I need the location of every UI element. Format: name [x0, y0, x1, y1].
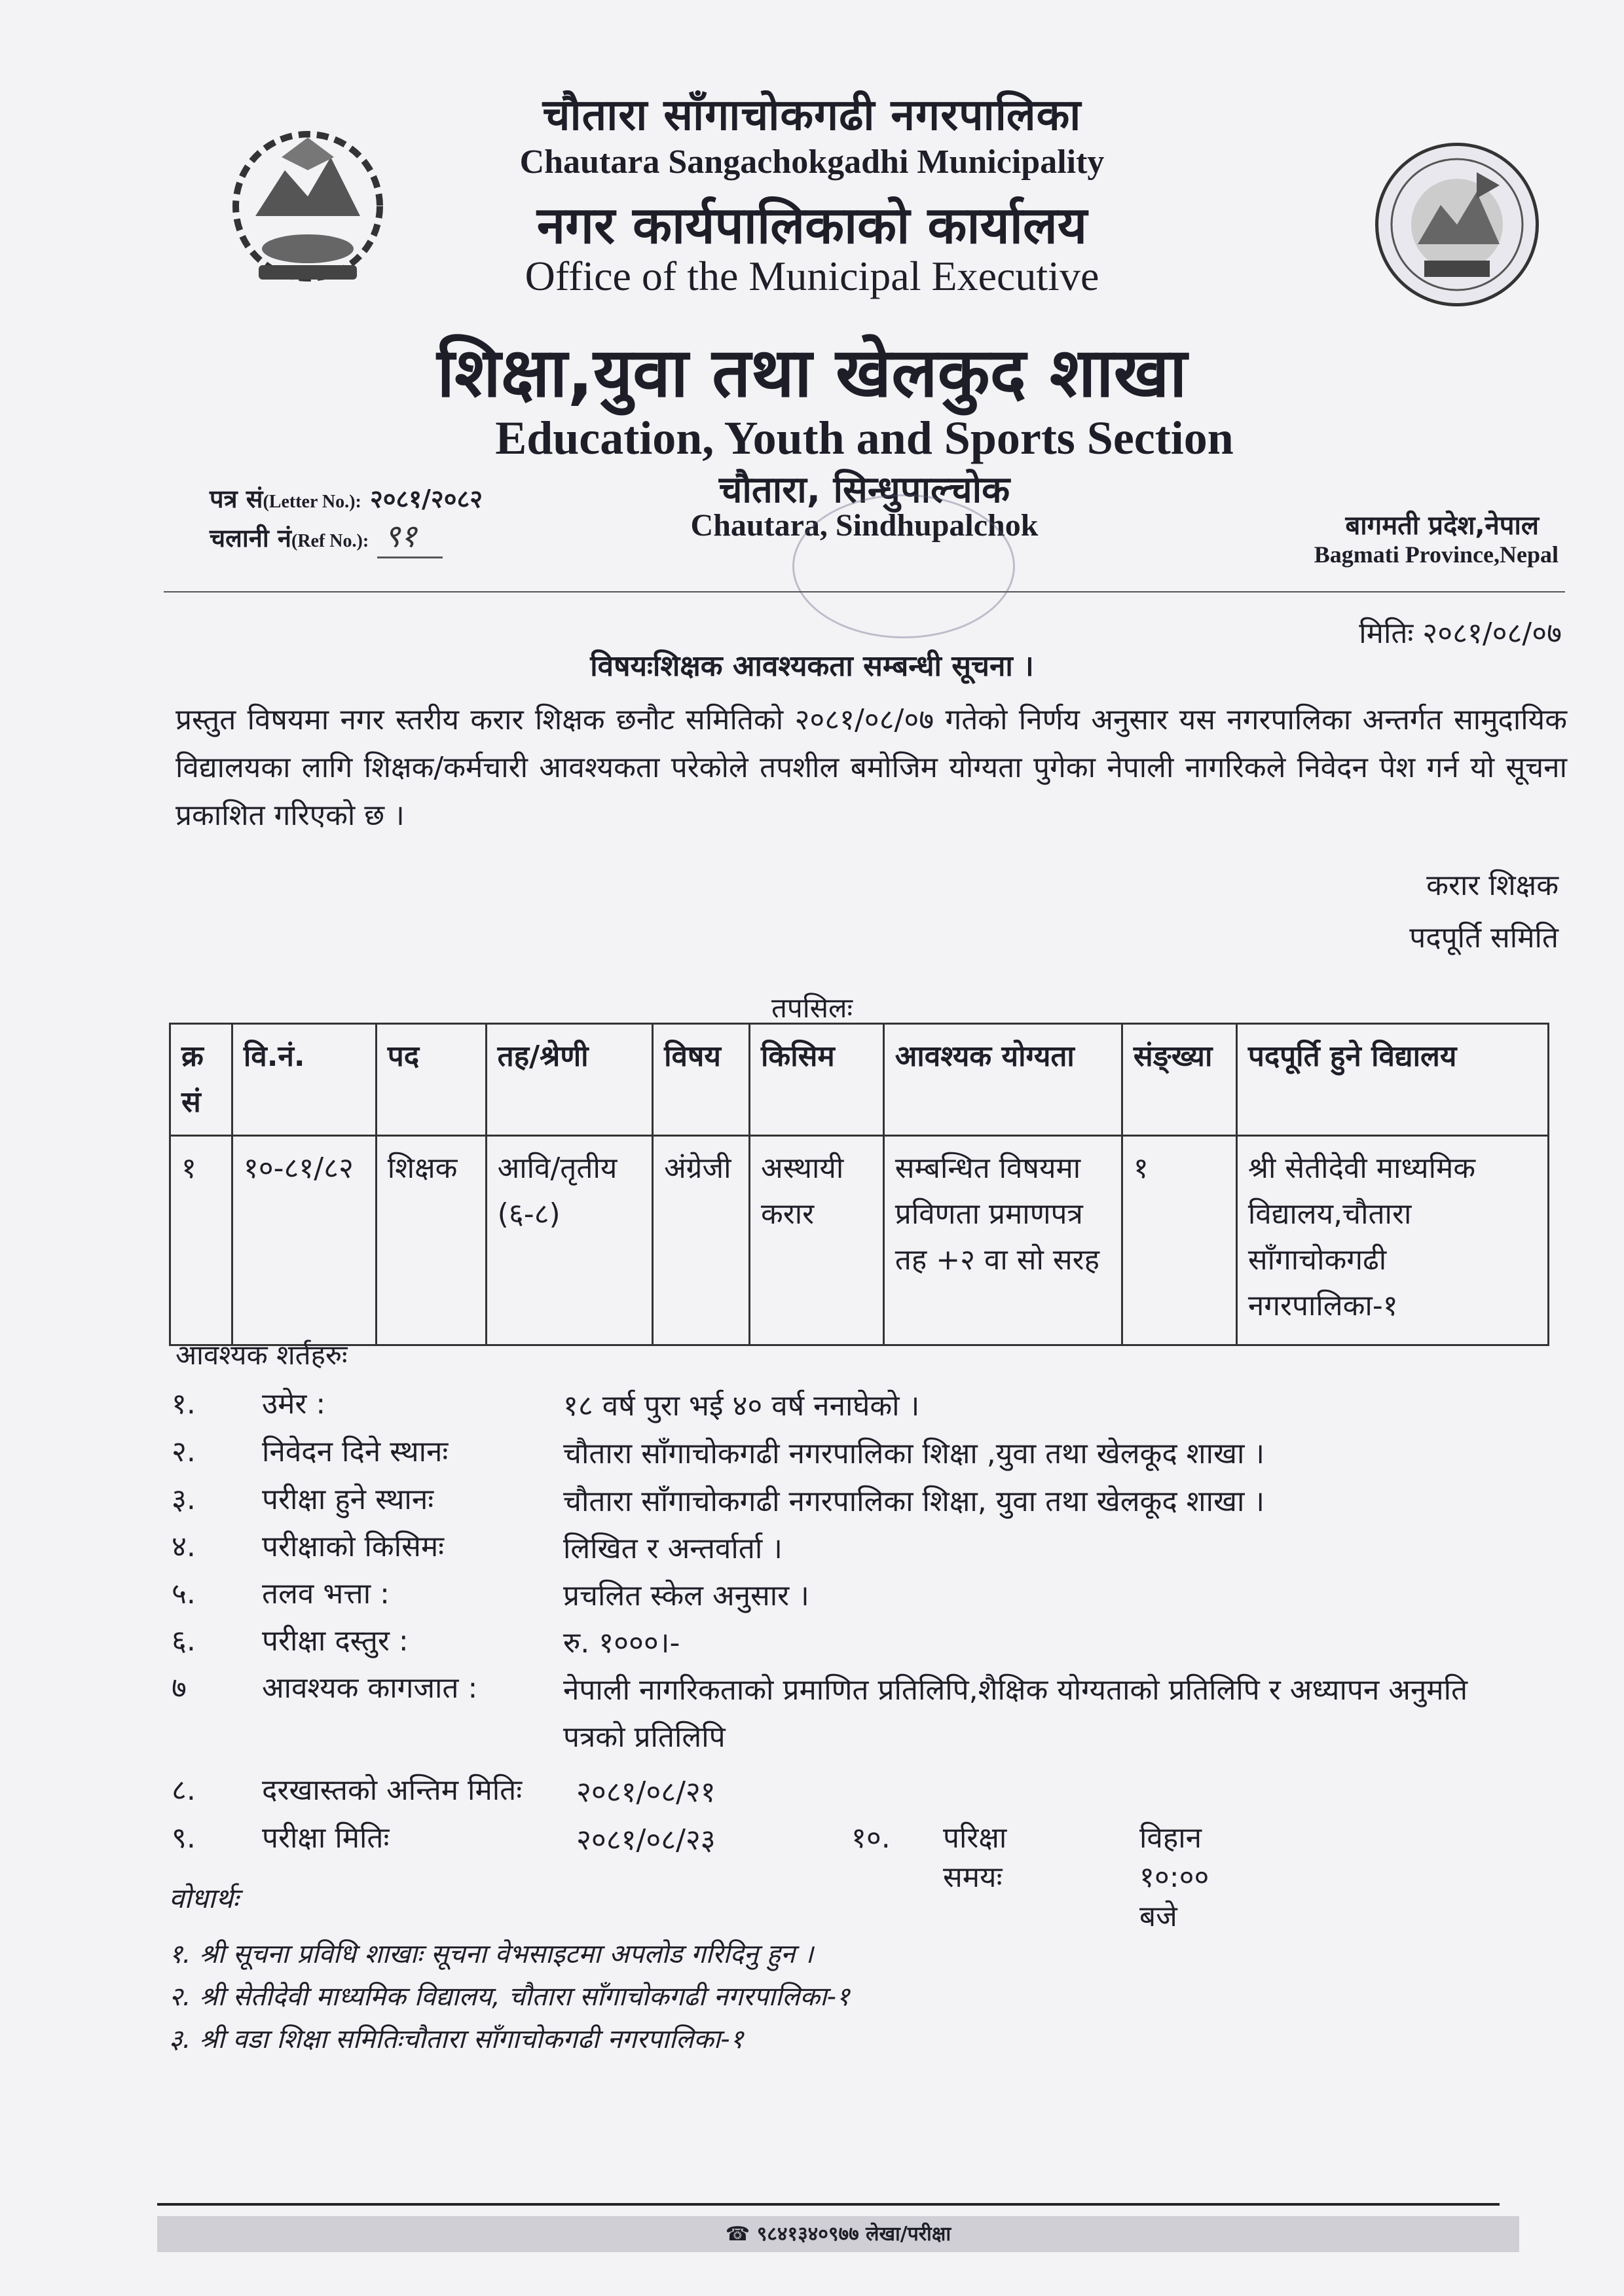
col-type: किसिम: [750, 1024, 884, 1136]
footer-contact: ☎ ९८४१३४०९७७ लेखा/परीक्षा: [157, 2216, 1519, 2252]
office-name-np: चौतारा साँगाचोकगढी नगरपालिका: [542, 90, 1082, 140]
col-serial: क्र सं: [170, 1024, 232, 1136]
cell-subject: अंग्रेजी: [653, 1136, 750, 1345]
col-school: पदपूर्ति हुने विद्यालय: [1236, 1024, 1548, 1136]
office-name-en: Chautara Sangachokgadhi Municipality: [519, 143, 1105, 181]
condition-num: ९.: [172, 1821, 196, 1855]
condition-label: परिक्षा समयः: [943, 1821, 1007, 1894]
condition-label: परीक्षा हुने स्थानः: [262, 1483, 434, 1516]
condition-value: विहान १०:०० बजे: [1139, 1821, 1209, 1933]
condition-value: लिखित र अन्तर्वार्ता ।: [563, 1532, 783, 1565]
col-adv-no: वि.नं.: [232, 1024, 376, 1136]
condition-label: तलव भत्ता :: [262, 1577, 390, 1611]
letter-number: [210, 481, 483, 515]
province-np: बागमती प्रदेश,नेपाल: [1345, 511, 1539, 541]
signature-line-1: करार शिक्षक: [1426, 869, 1559, 902]
letter-number-value: २०८१/२०८२: [370, 484, 483, 513]
condition-label: उमेर :: [262, 1387, 326, 1421]
conditions-title: आवश्यक शर्तहरुः: [175, 1339, 348, 1371]
col-post: पद: [376, 1024, 486, 1136]
col-qualification: आवश्यक योग्यता: [883, 1024, 1122, 1136]
condition-value: प्रचलित स्केल अनुसार ।: [563, 1579, 809, 1613]
condition-num: ५.: [172, 1577, 196, 1611]
signature-line-2: पदपूर्ति समिति: [1409, 921, 1559, 955]
ref-number-value: ९१: [377, 514, 443, 558]
header-divider: [164, 591, 1565, 592]
table-row: [170, 1136, 1549, 1345]
condition-num: ४.: [172, 1530, 196, 1563]
condition-num: ६.: [172, 1624, 196, 1658]
condition-value: नेपाली नागरिकताको प्रमाणित प्रतिलिपि,शैक्षिक योग्यताको प्रतिलिपि र अध्यापन अनुमति पत्रको प्रतिलिपि: [563, 1673, 1468, 1754]
place-np: चौतारा, सिन्धुपाल्चोक: [718, 469, 1010, 511]
cell-adv-no: १०-८१/८२: [232, 1136, 376, 1345]
col-count: संङ्ख्या: [1122, 1024, 1236, 1136]
condition-label: परीक्षाको किसिमः: [262, 1530, 445, 1563]
condition-value: २०८१/०८/२१: [576, 1776, 716, 1809]
condition-num: ८.: [172, 1774, 196, 1807]
condition-num: ७: [172, 1671, 187, 1705]
condition-num: १.: [172, 1387, 196, 1421]
cc-item: २. श्री सेतीदेवी माध्यमिक विद्यालय, चौतारा साँगाचोकगढी नगरपालिका-१: [169, 1982, 850, 2012]
executive-office-en: Office of the Municipal Executive: [525, 253, 1099, 299]
condition-label: आवश्यक कागजात :: [262, 1671, 478, 1705]
ref-number: [210, 514, 443, 558]
condition-label: परीक्षा दस्तुर :: [262, 1624, 409, 1658]
condition-num: ३.: [172, 1483, 196, 1516]
cell-serial: १: [170, 1136, 232, 1345]
cc-item: ३. श्री वडा शिक्षा समितिःचौतारा साँगाचोकगढी नगरपालिका-१: [169, 2024, 744, 2054]
table-caption: तपसिलः: [771, 992, 853, 1024]
condition-label: दरखास्तको अन्तिम मितिः: [262, 1774, 523, 1807]
condition-value: १८ वर्ष पुरा भई ४० वर्ष ननाघेको ।: [563, 1389, 920, 1423]
section-name-en: Education, Youth and Sports Section: [495, 412, 1234, 464]
condition-value: चौतारा साँगाचोकगढी नगरपालिका शिक्षा, युवा तथा खेलकूद शाखा ।: [563, 1485, 1265, 1518]
office-stamp-icon: [792, 494, 1015, 638]
col-subject: विषय: [653, 1024, 750, 1136]
cell-count: १: [1122, 1136, 1236, 1345]
footer-divider: [157, 2203, 1500, 2206]
province-en: Bagmati Province,Nepal: [1314, 541, 1559, 568]
table-header-row: [170, 1024, 1549, 1136]
place-en: Chautara, Sindhupalchok: [690, 508, 1039, 543]
ref-number-label-np: चलानी नं: [210, 524, 291, 553]
cell-qualification: सम्बन्धित विषयमा प्रविणता प्रमाणपत्र तह +२ वा सो सरह: [883, 1136, 1122, 1345]
cell-post: शिक्षक: [376, 1136, 486, 1345]
condition-value: चौतारा साँगाचोकगढी नगरपालिका शिक्षा ,युवा तथा खेलकूद शाखा ।: [563, 1437, 1265, 1470]
cell-type: अस्थायी करार: [750, 1136, 884, 1345]
cell-school: श्री सेतीदेवी माध्यमिक विद्यालय,चौतारा साँगाचोकगढी नगरपालिका-१: [1236, 1136, 1548, 1345]
notice-date: मितिः २०८१/०८/०७: [1359, 617, 1562, 650]
notice-subject: विषयःशिक्षक आवश्यकता सम्बन्धी सूचना ।: [590, 649, 1034, 683]
ref-number-label-en: (Ref No.):: [291, 531, 369, 551]
condition-num: २.: [172, 1435, 196, 1468]
section-name-np: शिक्षा,युवा तथा खेलकुद शाखा: [437, 333, 1187, 412]
notice-body: प्रस्तुत विषयमा नगर स्तरीय करार शिक्षक छनौट समितिको २०८१/०८/०७ गतेको निर्णय अनुसार यस नगरपालिका अन्तर्गत सामुदायिक विद्यालयका लागि शिक्षक/कर्मचारी आवश्यकता परेकोले तपशील बमोजिम योग्यता पुगेका नेपाली नागरिकले निवेदन पेश गर्न यो सूचना प्रकाशित गरिएको छ ।: [175, 703, 1567, 832]
cc-title: वोधार्थः: [169, 1882, 239, 1914]
cc-item: १. श्री सूचना प्रविधि शाखाः सूचना वेभसाइटमा अपलोड गरिदिनु हुन ।: [169, 1939, 814, 1969]
letter-number-label-np: पत्र सं: [210, 484, 263, 513]
condition-value: २०८१/०८/२३: [576, 1823, 716, 1857]
condition-num: १०.: [851, 1821, 891, 1855]
condition-value: रु. १०००।-: [563, 1626, 680, 1660]
col-level: तह/श्रेणी: [486, 1024, 652, 1136]
executive-office-np: नगर कार्यपालिकाको कार्यालय: [536, 196, 1088, 255]
cell-level: आवि/तृतीय (६-८): [486, 1136, 652, 1345]
condition-label: निवेदन दिने स्थानः: [262, 1435, 449, 1468]
condition-label: परीक्षा मितिः: [262, 1821, 390, 1855]
letter-number-label-en: (Letter No.):: [263, 492, 361, 512]
vacancy-table: [169, 1023, 1549, 1346]
